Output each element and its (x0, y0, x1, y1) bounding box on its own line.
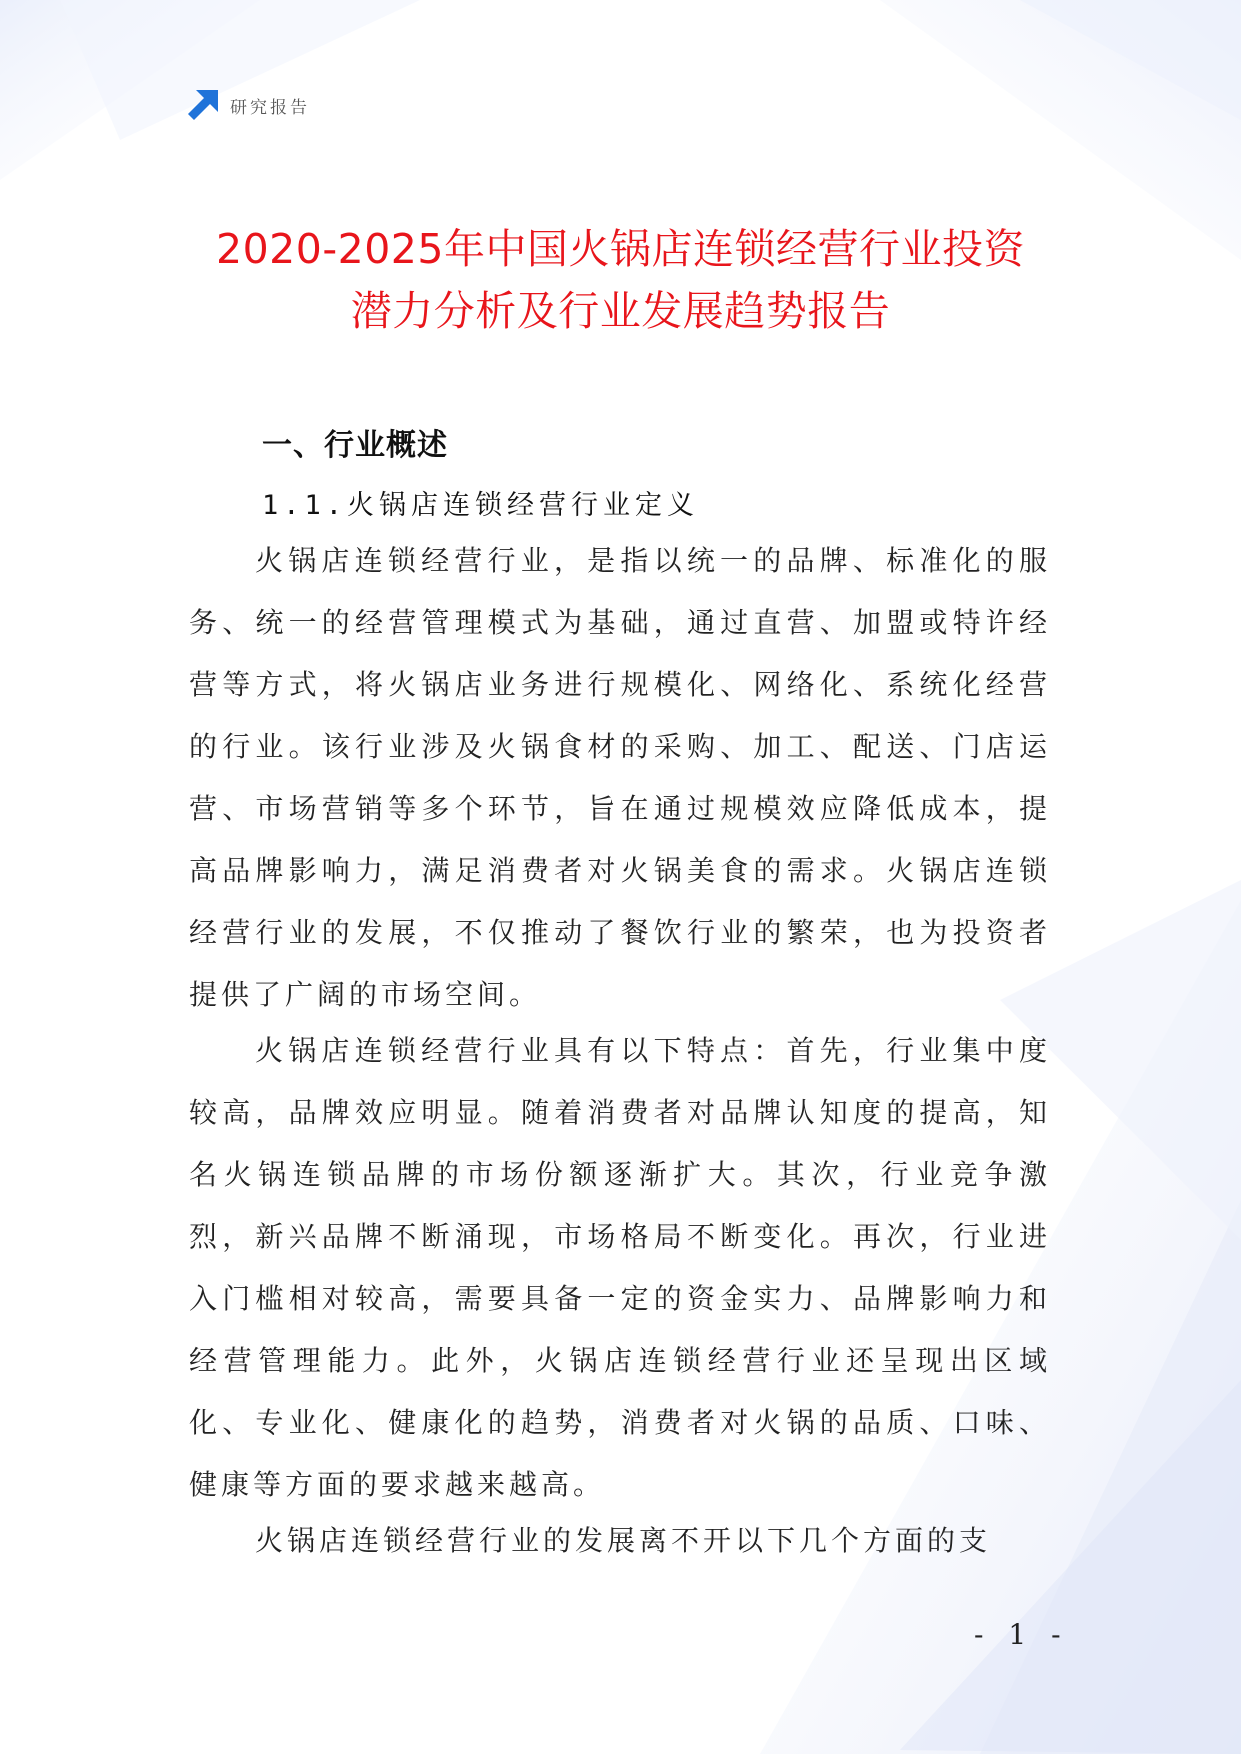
brand-label: 研究报告 (230, 97, 310, 118)
body-paragraph-3 (189, 1510, 1051, 1572)
page-number: - 1 - (974, 1618, 1069, 1651)
arrow-up-right-icon (186, 88, 220, 122)
section-heading: 一、行业概述 (262, 428, 448, 463)
body-paragraph-2 (189, 1020, 1051, 1516)
paragraph-text: 火锅店连锁经营行业具有以下特点：首先，行业集中度较高，品牌效应明显。随着消费者对品牌认知度的提高，知名火锅连锁品牌的市场份额逐渐扩大。其次，行业竞争激烈，新兴品牌不断涌现，市场格局不断变化。再次，行业进入门槛相对较高，需要具备一定的资金实力、品牌影响力和经营管理能力。此外，火锅店连锁经营行业还呈现出区域化、专业化、健康化的趋势，消费者对火锅的品质、口味、健康等方面的要求越来越高。 (189, 1034, 1051, 1501)
section-subheading: 1.1.火锅店连锁经营行业定义 (262, 490, 700, 521)
report-title (150, 218, 1091, 342)
paragraph-text: 火锅店连锁经营行业，是指以统一的品牌、标准化的服务、统一的经营管理模式为基础，通过直营、加盟或特许经营等方式，将火锅店业务进行规模化、网络化、系统化经营的行业。该行业涉及火锅食材的采购、加工、配送、门店运营、市场营销等多个环节，旨在通过规模效应降低成本，提高品牌影响力，满足消费者对火锅美食的需求。火锅店连锁经营行业的发展，不仅推动了餐饮行业的繁荣，也为投资者提供了广阔的市场空间。 (189, 544, 1051, 1011)
report-title-line-1: 2020-2025年中国火锅店连锁经营行业投资 (216, 225, 1025, 273)
report-title-line-2: 潜力分析及行业发展趋势报告 (350, 287, 891, 335)
body-paragraph-1 (189, 530, 1051, 1026)
brand-mark (186, 88, 310, 122)
paragraph-text: 火锅店连锁经营行业的发展离不开以下几个方面的支 (255, 1524, 992, 1557)
